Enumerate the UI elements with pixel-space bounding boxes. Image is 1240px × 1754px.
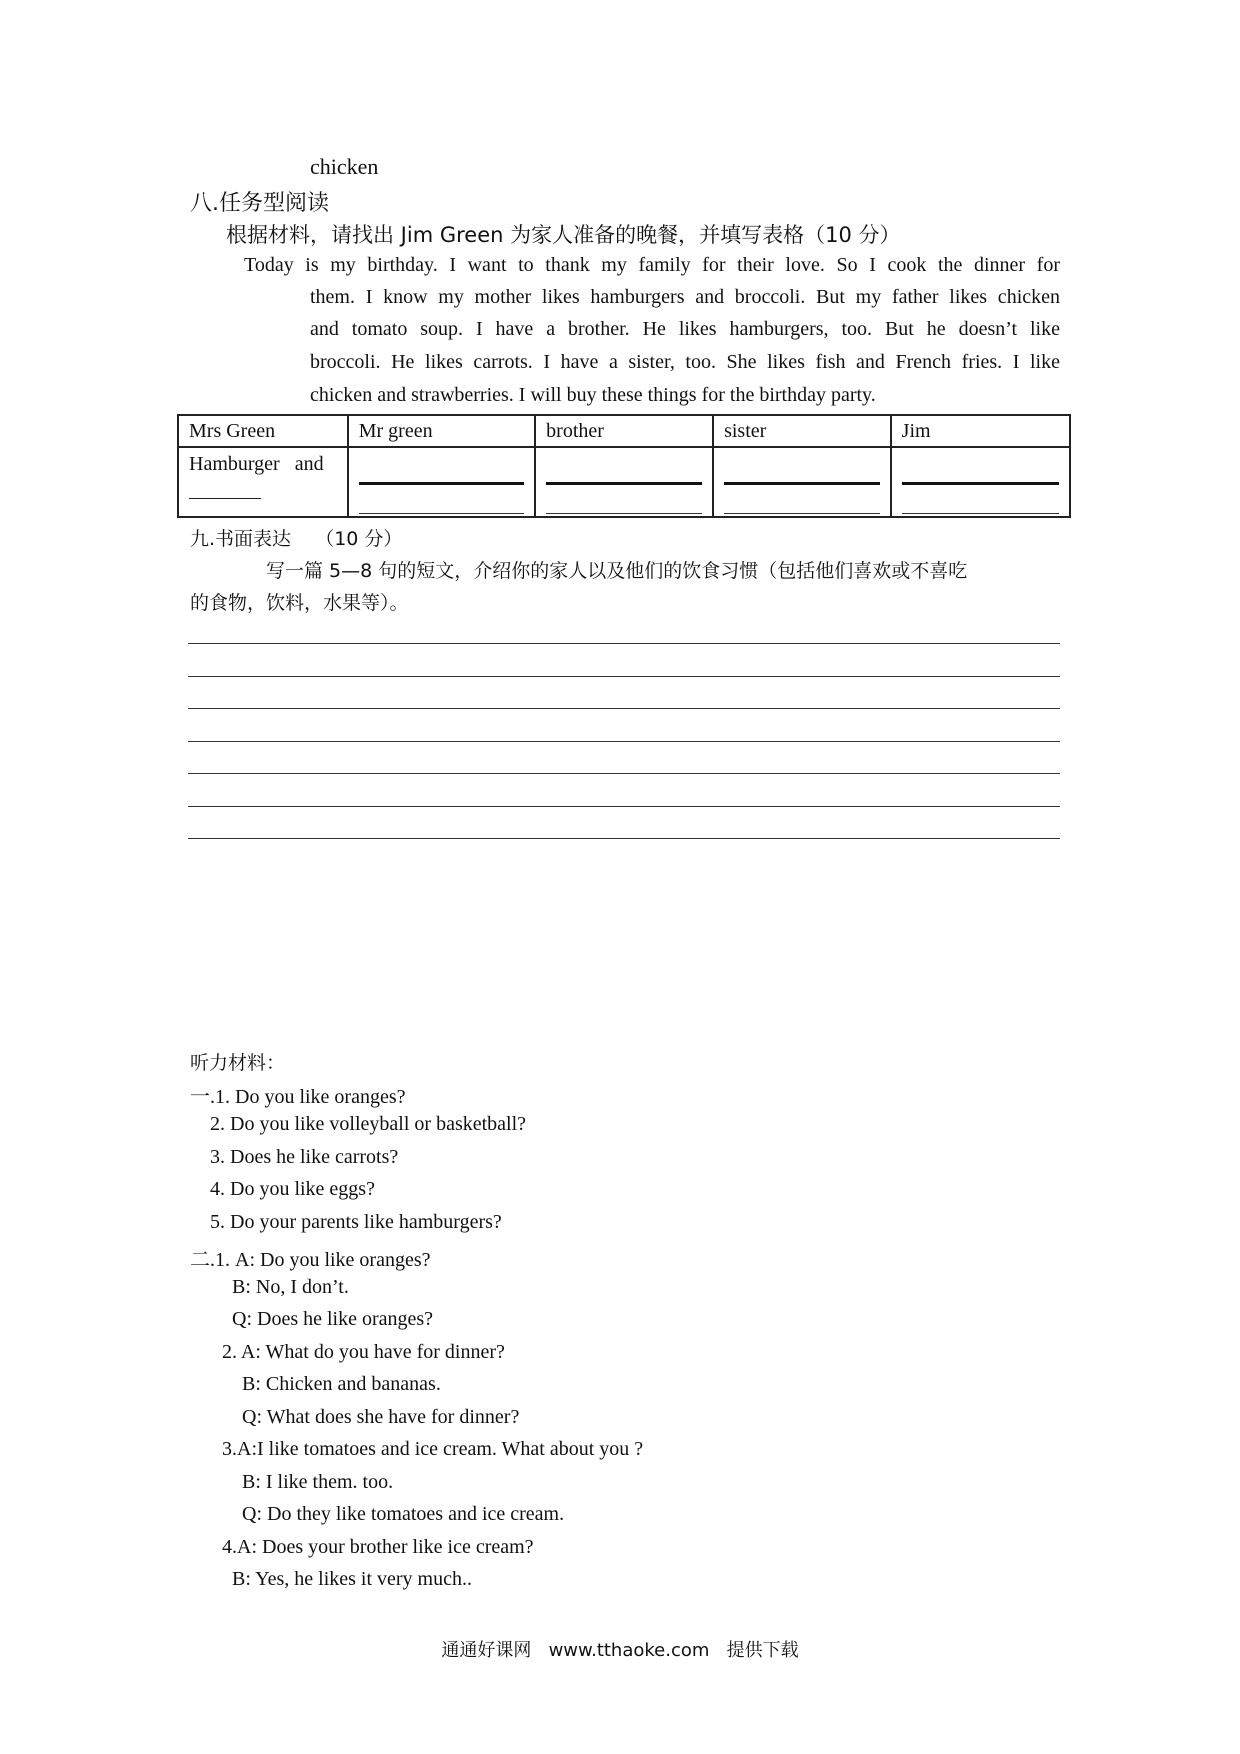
listening-line: B: Chicken and bananas. [242,1373,441,1395]
listening-line: B: Yes, he likes it very much.. [232,1568,472,1590]
listening-line: B: No, I don’t. [232,1276,349,1298]
passage-line: them. I know my mother likes hamburgers and broccoli. But my father likes chicken [310,286,1060,308]
table-cell-mr-green [348,447,535,517]
listening-line: 3. Does he like carrots? [210,1146,399,1168]
table-header-sister: sister [713,415,891,447]
listening-line: Q: What does she have for dinner? [242,1406,520,1428]
listening-heading: 听力材料： [190,1052,286,1074]
writing-line[interactable] [188,806,1060,807]
listening-line: Q: Does he like oranges? [232,1308,434,1330]
table-header-mrs-green: Mrs Green [178,415,348,447]
table-header-jim: Jim [891,415,1070,447]
listening-line: 二.1. A: Do you like oranges? [190,1249,431,1271]
section9-instruction: 的食物，饮料，水果等）。 [190,592,409,614]
writing-line[interactable] [188,676,1060,677]
answer-blank[interactable] [546,482,702,485]
listening-line: 一.1. Do you like oranges? [190,1086,406,1108]
table-header-mr-green: Mr green [348,415,535,447]
answer-blank[interactable] [359,513,524,514]
table-cell-jim [891,447,1070,517]
writing-line[interactable] [188,708,1060,709]
answer-blank[interactable] [546,513,702,514]
listening-line: 5. Do your parents like hamburgers? [210,1211,502,1233]
section8-instruction: 根据材料，请找出 Jim Green 为家人准备的晚餐，并填写表格（10 分） [226,223,901,247]
answer-blank[interactable] [359,482,524,485]
answer-blank[interactable] [902,513,1059,514]
page-footer: 通通好课网 www.tthaoke.com 提供下载 [441,1640,799,1661]
writing-line[interactable] [188,838,1060,839]
writing-line[interactable] [188,741,1060,742]
answer-blank[interactable] [724,513,880,514]
answer-blank[interactable] [189,480,261,499]
listening-line: 4.A: Does your brother like ice cream? [222,1536,534,1558]
section9-instruction: 写一篇 5—8 句的短文，介绍你的家人以及他们的饮食习惯（包括他们喜欢或不喜吃 [266,560,968,582]
passage-line: chicken and strawberries. I will buy these things for the birthday party. [310,384,876,406]
listening-line: 4. Do you like eggs? [210,1178,375,1200]
answer-blank[interactable] [724,482,880,485]
table-cell-brother [535,447,713,517]
listening-line: 2. A: What do you have for dinner? [222,1341,505,1363]
listening-line: 2. Do you like volleyball or basketball? [210,1113,527,1135]
answer-blank[interactable] [902,482,1059,485]
passage-line: Today is my birthday. I want to thank my family for their love. So I cook the dinner for [244,254,1060,276]
section8-heading: 八.任务型阅读 [190,191,329,216]
listening-line: B: I like them. too. [242,1471,394,1493]
answer-table [177,414,1071,518]
section9-heading: 九.书面表达 （10 分） [190,528,403,550]
writing-line[interactable] [188,773,1060,774]
table-cell-sister [713,447,891,517]
listening-line: Q: Do they like tomatoes and ice cream. [242,1503,565,1525]
leftover-word: chicken [310,154,379,179]
writing-line[interactable] [188,643,1060,644]
passage-line: broccoli. He likes carrots. I have a sister, too. She likes fish and French fries. I like [310,351,1060,373]
passage-line: and tomato soup. I have a brother. He likes hamburgers, too. But he doesn’t like [310,318,1060,340]
table-cell-text: Hamburger and [189,453,324,475]
listening-line: 3.A:I like tomatoes and ice cream. What about you ? [222,1438,644,1460]
table-cell-mrs-green [178,447,348,517]
table-header-brother: brother [535,415,713,447]
